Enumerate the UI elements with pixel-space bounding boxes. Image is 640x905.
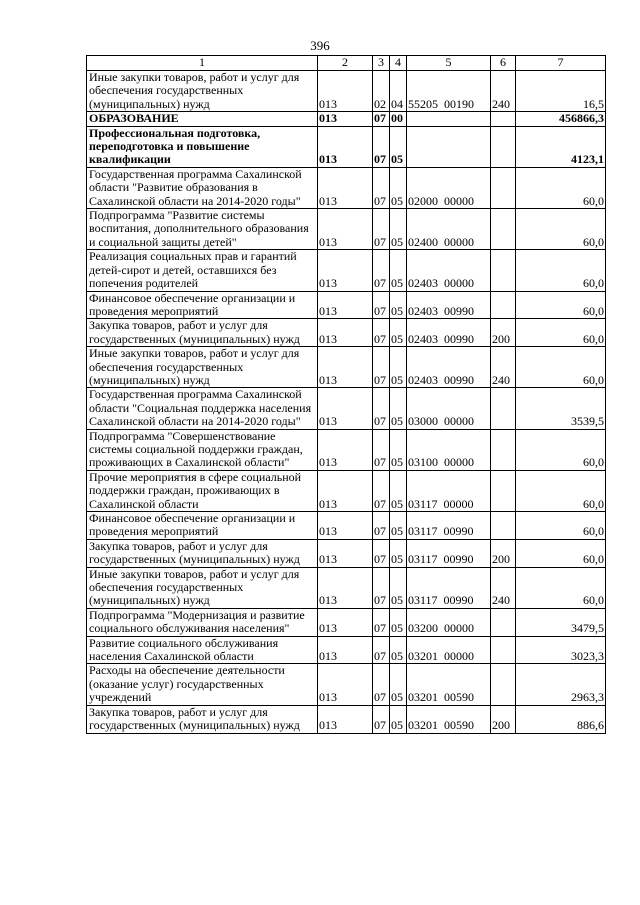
table-row <box>87 512 606 540</box>
section-code: 07 <box>373 664 390 705</box>
ministry-code: 013 <box>318 608 373 636</box>
expense-type-code <box>491 429 516 470</box>
expense-type-code: 200 <box>491 705 516 733</box>
target-article-code: 55205 00190 <box>407 71 491 112</box>
target-article-code: 02400 00000 <box>407 209 491 250</box>
table-row <box>87 71 606 112</box>
target-article-code <box>407 126 491 167</box>
expense-type-code <box>491 167 516 208</box>
ministry-code: 013 <box>318 470 373 511</box>
table-row <box>87 291 606 319</box>
subsection-code: 05 <box>390 608 407 636</box>
expense-type-code: 240 <box>491 347 516 388</box>
row-name: Закупка товаров, работ и услуг для государственных (муниципальных) нужд <box>87 539 318 567</box>
ministry-code: 013 <box>318 167 373 208</box>
ministry-code: 013 <box>318 512 373 540</box>
expense-type-code: 200 <box>491 539 516 567</box>
row-name: Подпрограмма "Модернизация и развитие социального обслуживания населения" <box>87 608 318 636</box>
row-name: Прочие мероприятия в сфере социальной поддержки граждан, проживающих в Сахалинской области <box>87 470 318 511</box>
target-article-code: 03100 00000 <box>407 429 491 470</box>
row-name: ОБРАЗОВАНИЕ <box>87 112 318 126</box>
section-code: 07 <box>373 388 390 429</box>
page-number: 396 <box>310 38 330 53</box>
section-code: 07 <box>373 167 390 208</box>
table-row <box>87 539 606 567</box>
target-article-code: 03201 00590 <box>407 664 491 705</box>
ministry-code: 013 <box>318 291 373 319</box>
section-code: 07 <box>373 209 390 250</box>
ministry-code: 013 <box>318 250 373 291</box>
amount: 2963,3 <box>516 664 606 705</box>
amount: 60,0 <box>516 209 606 250</box>
table-row <box>87 112 606 126</box>
budget-table <box>86 55 606 734</box>
target-article-code: 02403 00990 <box>407 347 491 388</box>
subsection-code: 05 <box>390 319 407 347</box>
subsection-code: 05 <box>390 664 407 705</box>
table-row <box>87 388 606 429</box>
amount: 60,0 <box>516 319 606 347</box>
ministry-code: 013 <box>318 319 373 347</box>
target-article-code: 03117 00000 <box>407 470 491 511</box>
subsection-code: 05 <box>390 567 407 608</box>
amount: 60,0 <box>516 250 606 291</box>
column-header: 1 <box>87 56 318 71</box>
section-code: 07 <box>373 567 390 608</box>
row-name: Развитие социального обслуживания населения Сахалинской области <box>87 636 318 664</box>
target-article-code: 03117 00990 <box>407 539 491 567</box>
section-code: 07 <box>373 608 390 636</box>
expense-type-code <box>491 664 516 705</box>
expense-type-code <box>491 512 516 540</box>
subsection-code: 05 <box>390 636 407 664</box>
row-name: Иные закупки товаров, работ и услуг для обеспечения государственных (муниципальных) нужд <box>87 347 318 388</box>
table-row <box>87 705 606 733</box>
expense-type-code <box>491 388 516 429</box>
amount: 60,0 <box>516 470 606 511</box>
table-row <box>87 319 606 347</box>
amount: 60,0 <box>516 347 606 388</box>
target-article-code: 03201 00590 <box>407 705 491 733</box>
target-article-code: 02403 00990 <box>407 319 491 347</box>
subsection-code: 05 <box>390 539 407 567</box>
row-name: Закупка товаров, работ и услуг для государственных (муниципальных) нужд <box>87 705 318 733</box>
table-row <box>87 429 606 470</box>
section-code: 07 <box>373 470 390 511</box>
column-header: 3 <box>373 56 390 71</box>
target-article-code: 03117 00990 <box>407 512 491 540</box>
section-code: 07 <box>373 250 390 291</box>
column-header: 6 <box>491 56 516 71</box>
row-name: Иные закупки товаров, работ и услуг для обеспечения государственных (муниципальных) нужд <box>87 71 318 112</box>
subsection-code: 05 <box>390 429 407 470</box>
section-code: 07 <box>373 512 390 540</box>
amount: 3479,5 <box>516 608 606 636</box>
expense-type-code <box>491 470 516 511</box>
section-code: 07 <box>373 319 390 347</box>
table-row <box>87 209 606 250</box>
subsection-code: 05 <box>390 167 407 208</box>
table-row <box>87 347 606 388</box>
section-code: 07 <box>373 429 390 470</box>
section-code: 02 <box>373 71 390 112</box>
amount: 886,6 <box>516 705 606 733</box>
row-name: Расходы на обеспечение деятельности (оказание услуг) государственных учреждений <box>87 664 318 705</box>
row-name: Подпрограмма "Развитие системы воспитания, дополнительного образования и социальной защиты детей" <box>87 209 318 250</box>
row-name: Профессиональная подготовка, переподготовка и повышение квалификации <box>87 126 318 167</box>
amount: 60,0 <box>516 539 606 567</box>
expense-type-code <box>491 112 516 126</box>
target-article-code: 03201 00000 <box>407 636 491 664</box>
target-article-code: 02000 00000 <box>407 167 491 208</box>
amount: 16,5 <box>516 71 606 112</box>
subsection-code: 04 <box>390 71 407 112</box>
column-header-row <box>87 56 606 71</box>
target-article-code: 03000 00000 <box>407 388 491 429</box>
row-name: Подпрограмма "Совершенствование системы социальной поддержки граждан, проживающих в Сахалинской области" <box>87 429 318 470</box>
column-header: 2 <box>318 56 373 71</box>
section-code: 07 <box>373 539 390 567</box>
ministry-code: 013 <box>318 664 373 705</box>
ministry-code: 013 <box>318 429 373 470</box>
subsection-code: 00 <box>390 112 407 126</box>
amount: 60,0 <box>516 567 606 608</box>
expense-type-code <box>491 608 516 636</box>
target-article-code: 02403 00000 <box>407 250 491 291</box>
subsection-code: 05 <box>390 705 407 733</box>
ministry-code: 013 <box>318 347 373 388</box>
row-name: Закупка товаров, работ и услуг для государственных (муниципальных) нужд <box>87 319 318 347</box>
amount: 60,0 <box>516 429 606 470</box>
ministry-code: 013 <box>318 705 373 733</box>
target-article-code: 02403 00990 <box>407 291 491 319</box>
column-header: 4 <box>390 56 407 71</box>
section-code: 07 <box>373 347 390 388</box>
expense-type-code <box>491 250 516 291</box>
ministry-code: 013 <box>318 126 373 167</box>
table-row <box>87 167 606 208</box>
table-row <box>87 470 606 511</box>
subsection-code: 05 <box>390 388 407 429</box>
ministry-code: 013 <box>318 71 373 112</box>
section-code: 07 <box>373 291 390 319</box>
amount: 456866,3 <box>516 112 606 126</box>
table-row <box>87 126 606 167</box>
table-body <box>87 56 606 734</box>
table-row <box>87 250 606 291</box>
row-name: Иные закупки товаров, работ и услуг для обеспечения государственных (муниципальных) нужд <box>87 567 318 608</box>
section-code: 07 <box>373 126 390 167</box>
subsection-code: 05 <box>390 512 407 540</box>
subsection-code: 05 <box>390 291 407 319</box>
ministry-code: 013 <box>318 112 373 126</box>
expense-type-code <box>491 636 516 664</box>
subsection-code: 05 <box>390 126 407 167</box>
amount: 60,0 <box>516 291 606 319</box>
expense-type-code: 240 <box>491 71 516 112</box>
row-name: Финансовое обеспечение организации и проведения мероприятий <box>87 291 318 319</box>
section-code: 07 <box>373 636 390 664</box>
expense-type-code <box>491 291 516 319</box>
amount: 60,0 <box>516 512 606 540</box>
section-code: 07 <box>373 705 390 733</box>
amount: 4123,1 <box>516 126 606 167</box>
table-row <box>87 567 606 608</box>
row-name: Финансовое обеспечение организации и проведения мероприятий <box>87 512 318 540</box>
subsection-code: 05 <box>390 347 407 388</box>
ministry-code: 013 <box>318 636 373 664</box>
column-header: 5 <box>407 56 491 71</box>
row-name: Государственная программа Сахалинской области "Социальная поддержка населения Сахалинской области на 2014-2020 годы" <box>87 388 318 429</box>
expense-type-code <box>491 126 516 167</box>
table-row <box>87 608 606 636</box>
row-name: Государственная программа Сахалинской области "Развитие образования в Сахалинской области на 2014-2020 годы" <box>87 167 318 208</box>
ministry-code: 013 <box>318 539 373 567</box>
subsection-code: 05 <box>390 209 407 250</box>
ministry-code: 013 <box>318 209 373 250</box>
subsection-code: 05 <box>390 250 407 291</box>
expense-type-code: 240 <box>491 567 516 608</box>
column-header: 7 <box>516 56 606 71</box>
target-article-code: 03200 00000 <box>407 608 491 636</box>
amount: 3539,5 <box>516 388 606 429</box>
expense-type-code: 200 <box>491 319 516 347</box>
target-article-code: 03117 00990 <box>407 567 491 608</box>
ministry-code: 013 <box>318 388 373 429</box>
target-article-code <box>407 112 491 126</box>
table-row <box>87 636 606 664</box>
amount: 3023,3 <box>516 636 606 664</box>
amount: 60,0 <box>516 167 606 208</box>
section-code: 07 <box>373 112 390 126</box>
row-name: Реализация социальных прав и гарантий детей-сирот и детей, оставшихся без попечения родителей <box>87 250 318 291</box>
table-row <box>87 664 606 705</box>
expense-type-code <box>491 209 516 250</box>
subsection-code: 05 <box>390 470 407 511</box>
ministry-code: 013 <box>318 567 373 608</box>
